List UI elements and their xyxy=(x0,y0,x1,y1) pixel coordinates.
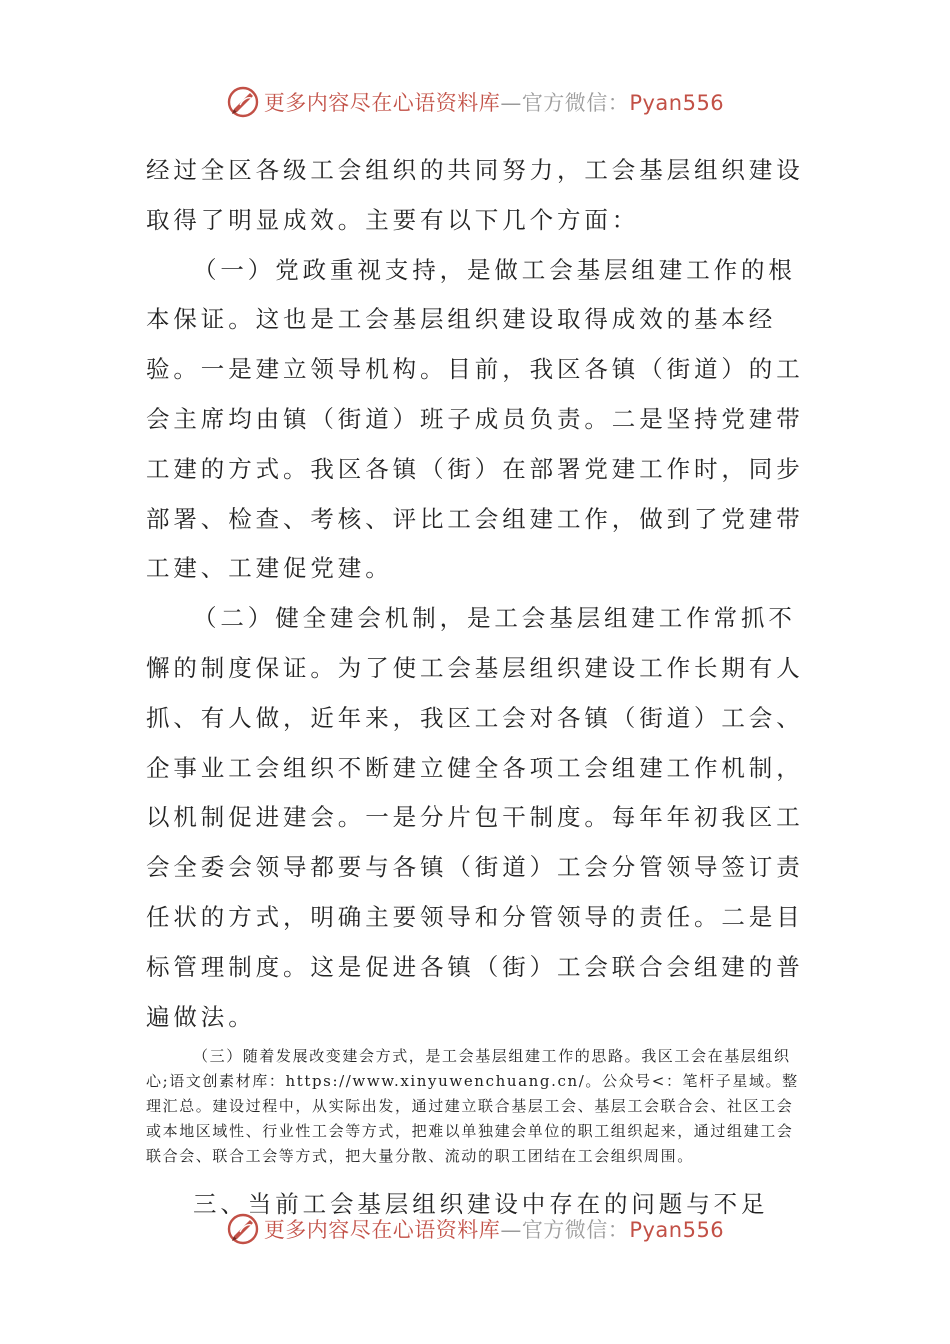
document-body xyxy=(146,146,806,1229)
banner-main-text: 更多内容尽在心语资料库 xyxy=(263,1218,501,1242)
pen-logo-icon xyxy=(226,1212,260,1246)
pen-logo-icon xyxy=(226,85,260,119)
banner-text xyxy=(264,1214,724,1244)
header-banner xyxy=(0,80,950,124)
banner-wechat-label: 官方微信： xyxy=(521,91,630,115)
banner-wechat-id: Pyan556 xyxy=(629,91,725,115)
section-heading: 三、当前工会基层组织建设中存在的问题与不足 xyxy=(193,1190,769,1219)
banner-text xyxy=(264,87,724,117)
banner-main-text: 更多内容尽在心语资料库 xyxy=(263,91,501,115)
paragraph-section-3: （三）随着发展改变建会方式，是工会基层组建工作的思路。我区工会在基层组织心;语文创素材库：https://www.xinyuwenchuang.cn/。公众号<：笔杆子星域。整理汇总。建设过程中，从实际出发，通过建立联合基层工会、基层工会联合会、社区工会或本地区域性、行业性工会等方式，把难以单独建会单位的职工组织起来，通过组建工会联合会、联合工会等方式，把大量分散、流动的职工团结在工会组织周围。 xyxy=(146,1047,799,1165)
banner-wechat-label: 官方微信： xyxy=(521,1218,630,1242)
paragraph-section-2: （二）健全建会机制，是工会基层组建工作常抓不懈的制度保证。为了使工会基层组织建设工作长期有人抓、有人做，近年来，我区工会对各镇（街道）工会、企事业工会组织不断建立健全各项工会组建工作机制，以机制促进建会。一是分片包干制度。每年年初我区工会全委会领导都要与各镇（街道）工会分管领导签订责任状的方式，明确主要领导和分管领导的责任。二是目标管理制度。这是促进各镇（街）工会联合会组建的普遍做法。 xyxy=(146,604,804,1031)
footer-banner xyxy=(0,1207,950,1251)
paragraph-section-1: （一）党政重视支持，是做工会基层组建工作的根本保证。这也是工会基层组织建设取得成效的基本经验。一是建立领导机构。目前，我区各镇（街道）的工会主席均由镇（街道）班子成员负责。二是坚持党建带工建的方式。我区各镇（街）在部署党建工作时，同步部署、检查、考核、评比工会组建工作，做到了党建带工建、工建促党建。 xyxy=(146,255,804,583)
banner-dash: — xyxy=(500,91,522,115)
banner-dash: — xyxy=(500,1218,522,1242)
banner-wechat-id: Pyan556 xyxy=(629,1218,725,1242)
paragraph-intro: 经过全区各级工会组织的共同努力，工会基层组织建设取得了明显成效。主要有以下几个方面： xyxy=(146,156,804,234)
